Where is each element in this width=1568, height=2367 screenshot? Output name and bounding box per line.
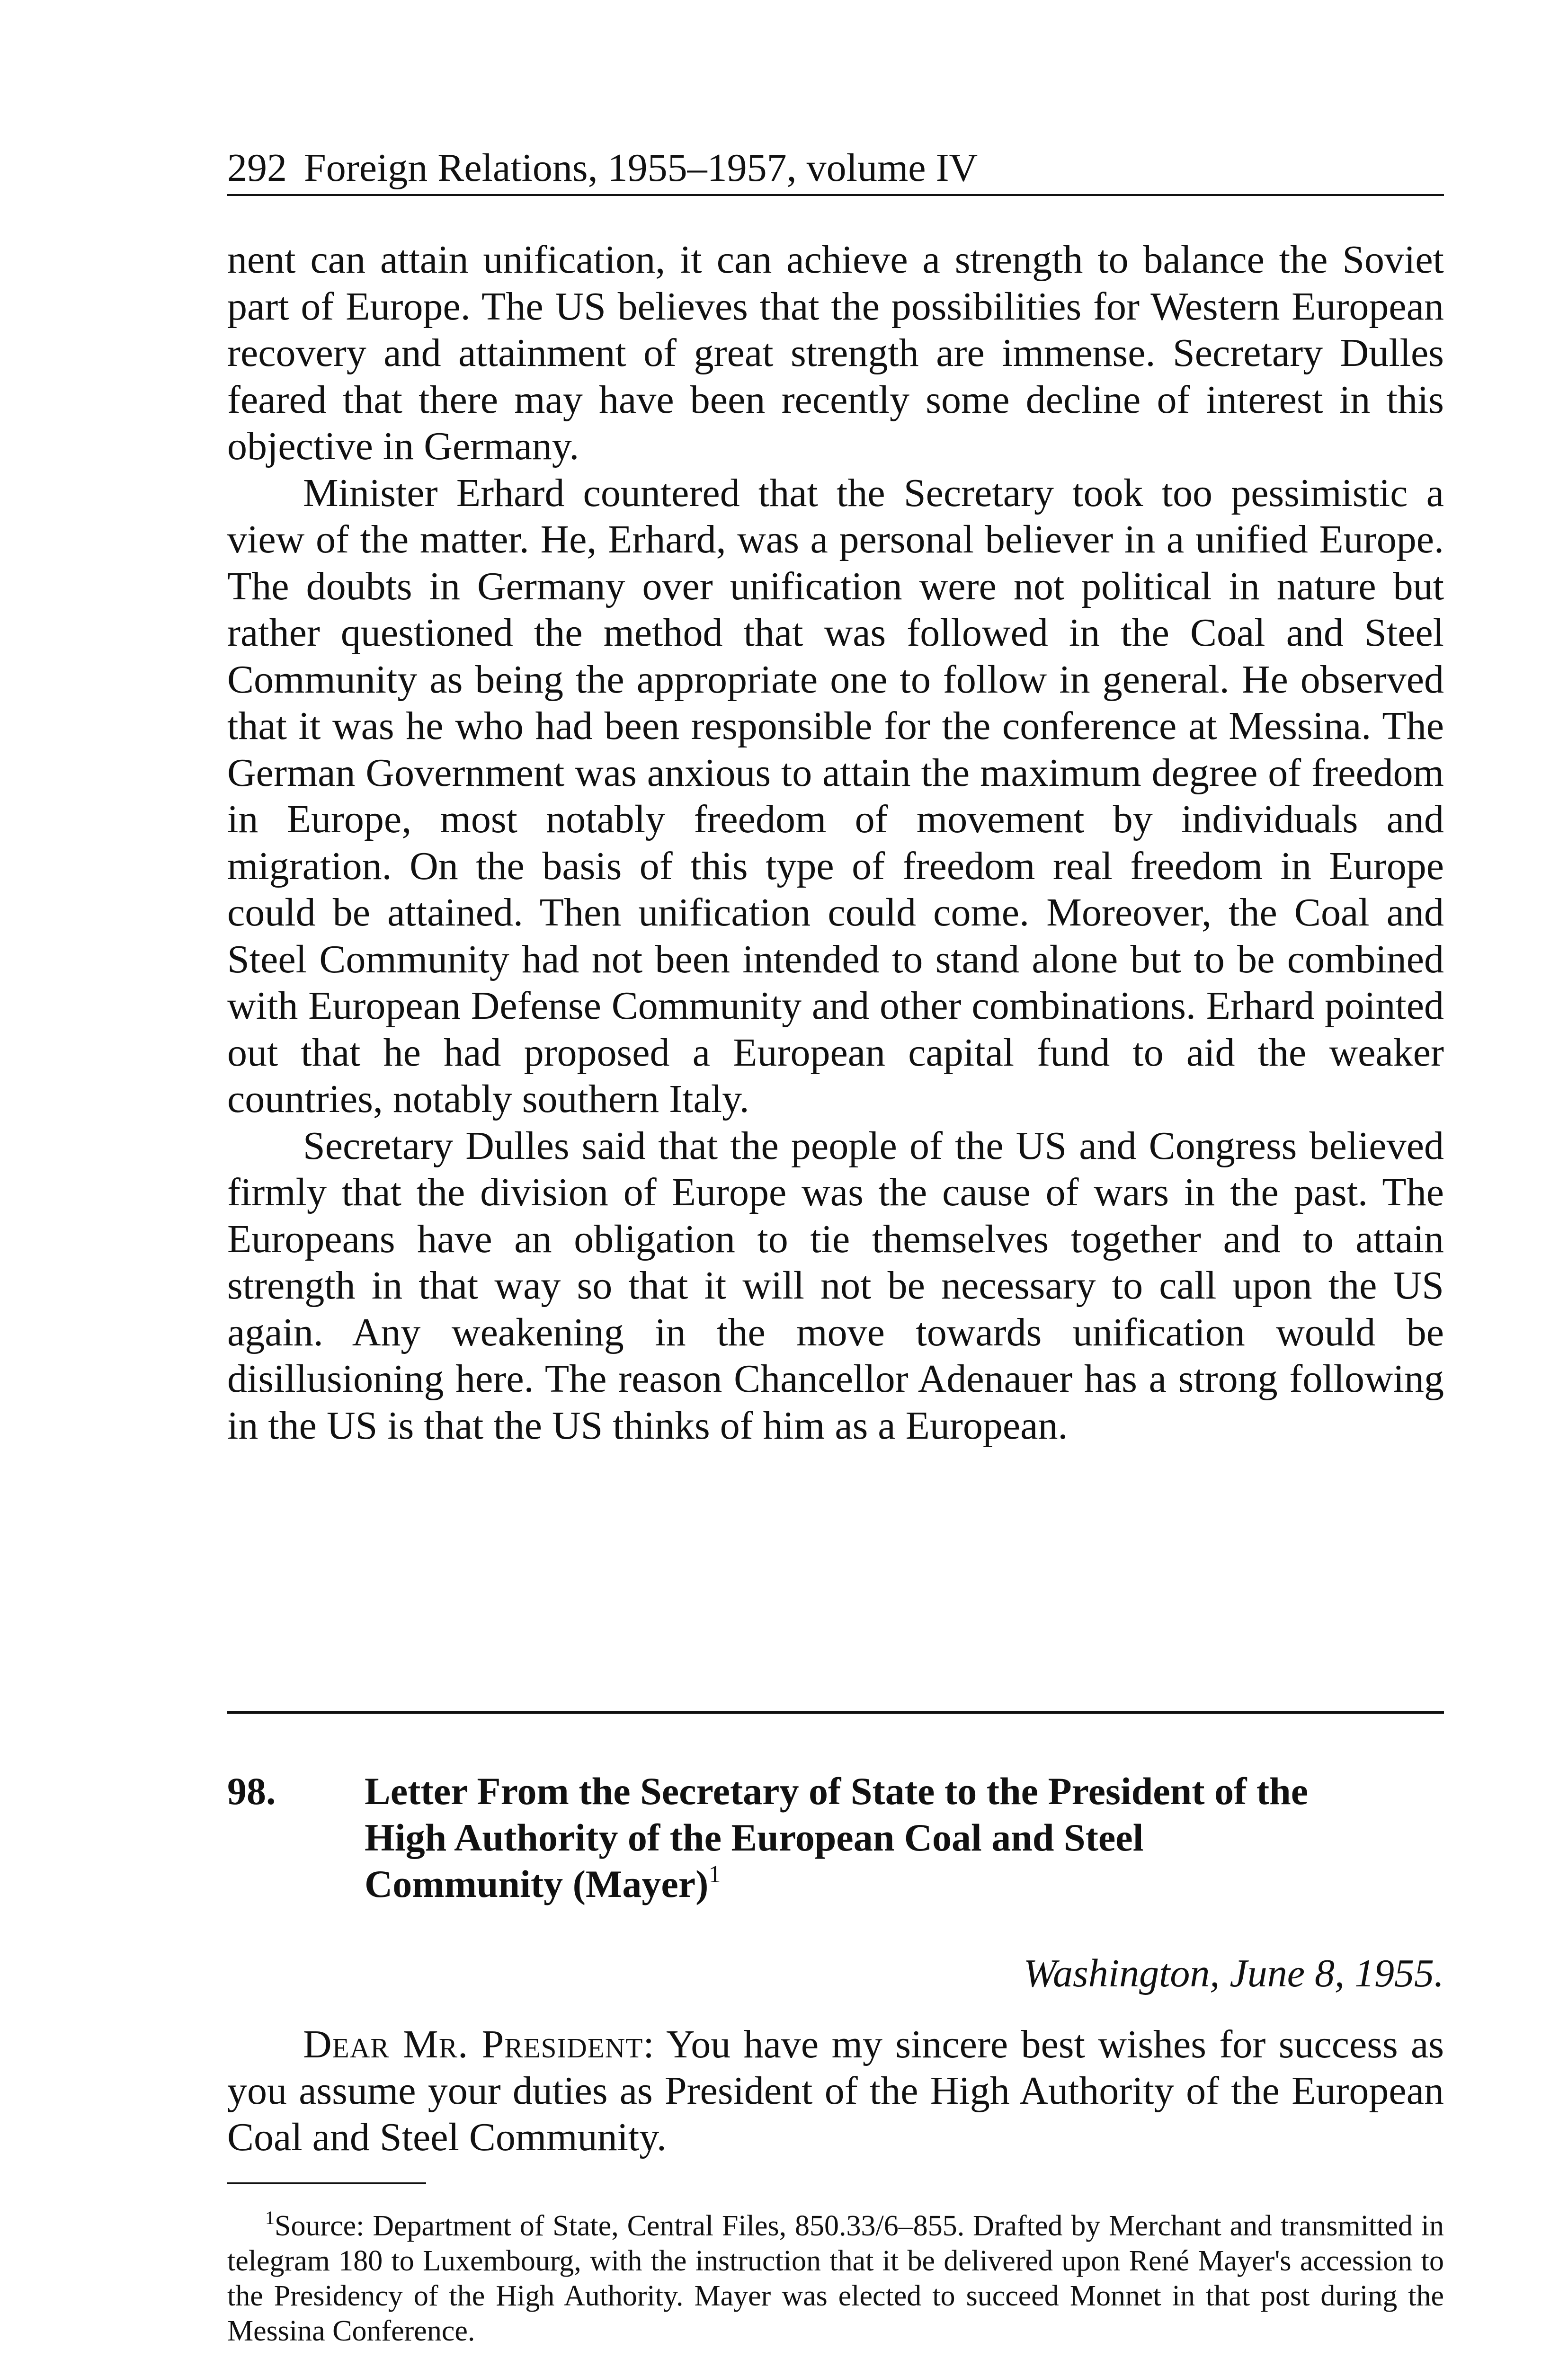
footnote: [227, 2208, 1444, 2349]
page-number: 292: [227, 146, 287, 190]
body-text: [227, 237, 1444, 1449]
body-paragraph: nent can attain unification, it can achieve a strength to balance the Soviet part of Europe. The US believes that the possibilities for Western European recovery and attainment of great strength are immense. Secretary Dulles feared that there may have been recently some decline of interest in this objective in Germany.: [227, 238, 1444, 468]
running-head: [227, 142, 1444, 196]
section-divider: [227, 1711, 1444, 1714]
dateline: Washington, June 8, 1955.: [1023, 1951, 1444, 1995]
running-title: Foreign Relations, 1955–1957, volume IV: [304, 146, 978, 190]
footnote-divider: [227, 2182, 426, 2184]
salutation: Dear Mr. President:: [303, 2022, 655, 2066]
letter-paragraph: [227, 2021, 1444, 2161]
document-title-line: Letter From the Secretary of State to the President of the: [365, 1770, 1309, 1813]
document-title-text: Community (Mayer): [365, 1862, 709, 1905]
body-paragraph: Secretary Dulles said that the people of the US and Congress believed firmly that the division of Europe was the cause of wars in the past. The Europeans have an obligation to tie themselves together and to attain strength in that way so that it will not be necessary to call upon the US again. Any weakening in the move towards unification would be disillusioning here. The reason Chancellor Adenauer has a strong following in the US is that the US thinks of him as a European.: [227, 1123, 1444, 1448]
document-title-line: [365, 1861, 1430, 1907]
letter-text: You have my sincere best wishes for success as you assume your duties as President of the High Authority of the European Coal and Steel Community.: [227, 2022, 1444, 2159]
letter-body: [227, 2021, 1444, 2161]
document-number: 98.: [227, 1770, 276, 1813]
document-title-line: High Authority of the European Coal and Steel: [365, 1816, 1144, 1859]
body-paragraph: Minister Erhard countered that the Secretary took too pessimistic a view of the matter. He, Erhard, was a personal believer in a unified Europe. The doubts in Germany over unification were not political in nature but rather questioned the method that was followed in the Coal and Steel Community as being the appropriate one to follow in general. He observed that it was he who had been responsible for the conference at Messina. The German Government was anxious to attain the maximum degree of freedom in Europe, most notably freedom of movement by individuals and migration. On the basis of this type of freedom real freedom in Europe could be attained. Then unification could come. Moreover, the Coal and Steel Community had not been intended to stand alone but to be combined with European Defense Community and other combinations. Erhard pointed out that he had proposed a European capital fund to aid the weaker countries, notably southern Italy.: [227, 471, 1444, 1121]
footnote-reference[interactable]: 1: [708, 1860, 721, 1888]
document-title: [365, 1768, 1430, 1907]
footnote-text: Source: Department of State, Central Files, 850.33/6–855. Drafted by Merchant and transmitted in telegram 180 to Luxembourg, with the instruction that it be delivered upon René Mayer's accession to the Presidency of the High Authority. Mayer was elected to succeed Monnet in that post during the Messina Conference.: [227, 2210, 1444, 2347]
footnote-marker: 1: [265, 2207, 275, 2228]
footnote-paragraph: [227, 2208, 1444, 2349]
